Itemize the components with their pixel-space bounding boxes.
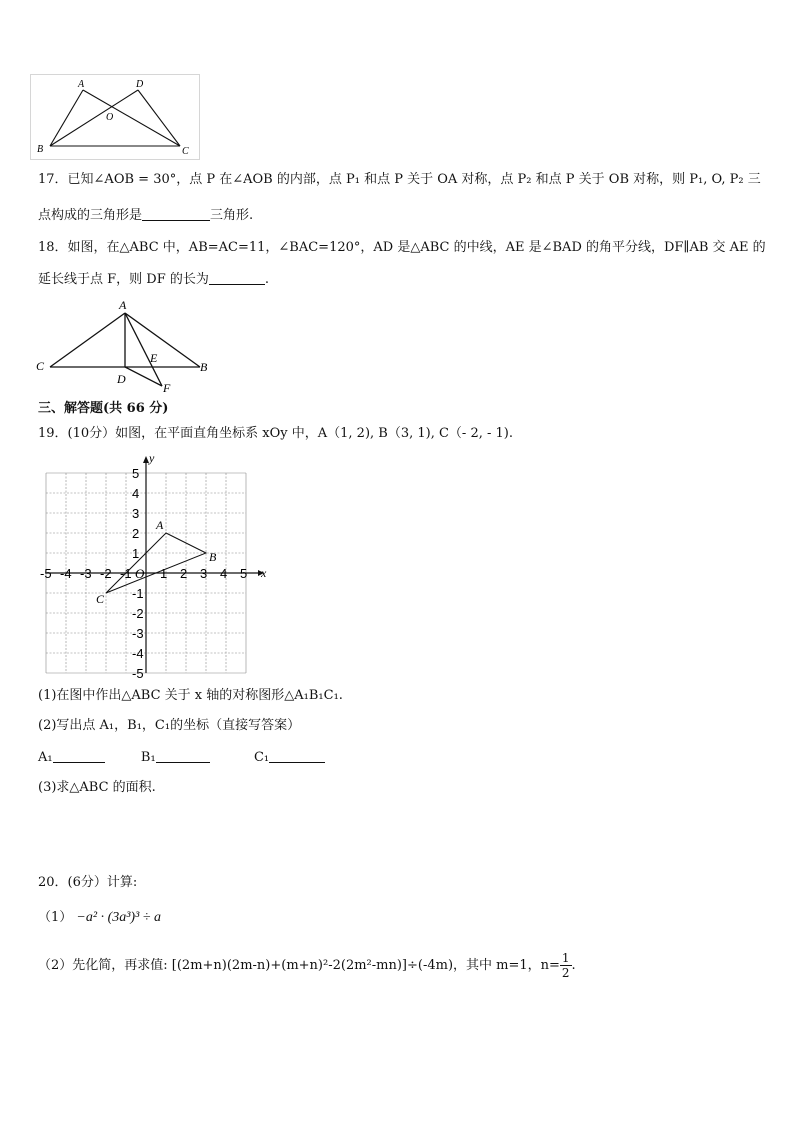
answer-blank-18[interactable] xyxy=(209,270,265,285)
y-tick-label: -5 xyxy=(132,666,144,681)
q20-part2 xyxy=(38,950,576,982)
segment-af xyxy=(125,313,162,386)
q19-answers xyxy=(38,748,325,768)
x-tick-label: -5 xyxy=(40,566,52,581)
q20-part1 xyxy=(38,908,161,928)
answer-blank-c1[interactable] xyxy=(269,748,325,763)
y-tick-label: -1 xyxy=(132,586,144,601)
fraction-one-half xyxy=(560,951,572,980)
x-tick-label: 2 xyxy=(180,566,188,581)
x-tick-label: 1 xyxy=(160,566,168,581)
label-b: B xyxy=(200,360,208,374)
y-tick-label: 5 xyxy=(132,466,140,481)
x-tick-label: 3 xyxy=(200,566,208,581)
q19-part2: (2)写出点 A₁，B₁，C₁的坐标（直接写答案） xyxy=(38,718,301,733)
fraction-denominator: 2 xyxy=(561,966,570,980)
point-label-b: B xyxy=(209,550,217,564)
figure-frame xyxy=(31,75,200,160)
q17-line2 xyxy=(38,206,253,226)
label-c1: C₁ xyxy=(253,750,270,765)
segment-bd xyxy=(50,90,138,146)
q17-line1: 17．已知∠AOB = 30°，点 P 在∠AOB 的内部，点 P₁ 和点 P 关于 OA 对称，点 P₂ 和点 P 关于 OB 对称，则 P₁, O, P₂ 三 xyxy=(38,172,761,187)
point-label-a: A xyxy=(156,518,164,532)
fraction-numerator: 1 xyxy=(561,951,570,965)
label-f: F xyxy=(163,381,171,395)
origin-label: O xyxy=(135,566,145,581)
segment-ab xyxy=(125,313,200,367)
segment-ac xyxy=(83,90,180,146)
answer-blank-a1[interactable] xyxy=(53,748,105,763)
label-b: B xyxy=(37,144,44,155)
label-a: A xyxy=(78,79,85,90)
y-tick-label: 3 xyxy=(132,506,140,521)
q20-stem: 20．(6分）计算: xyxy=(38,875,138,890)
figure-triangle-abc-df xyxy=(30,296,220,396)
answer-blank-17[interactable] xyxy=(142,206,210,221)
y-tick-label: -3 xyxy=(132,626,144,641)
x-tick-label: 4 xyxy=(220,566,228,581)
axes xyxy=(46,451,267,673)
segment-ca xyxy=(50,313,125,367)
y-tick-label: -4 xyxy=(132,646,144,661)
label-a: A xyxy=(119,298,127,312)
segment-ba xyxy=(50,90,83,146)
y-tick-label: 2 xyxy=(132,526,140,541)
q19-part1: (1)在图中作出△ABC 关于 x 轴的对称图形△A₁B₁C₁. xyxy=(38,688,343,703)
segment-df xyxy=(125,367,162,386)
label-o: O xyxy=(106,112,114,123)
label-e: E xyxy=(150,351,158,365)
coordinate-grid xyxy=(30,451,270,681)
q18-line2 xyxy=(38,270,269,290)
q17-line2-pre: 点构成的三角形是 xyxy=(38,208,143,223)
x-tick-label: -4 xyxy=(60,566,72,581)
label-a1: A₁ xyxy=(38,750,53,765)
y-axis-label: y xyxy=(149,451,155,465)
q17-line2-post: 三角形. xyxy=(210,208,254,223)
q20-part2-end: . xyxy=(571,958,576,973)
q18-line1: 18．如图，在△ABC 中，AB=AC=11，∠BAC=120°，AD 是△ABC 的中线，AE 是∠BAD 的角平分线，DF∥AB 交 AE 的 xyxy=(38,240,766,255)
x-tick-label: -2 xyxy=(100,566,112,581)
section-title: 三、解答题(共 66 分) xyxy=(38,401,169,416)
label-c: C xyxy=(182,146,189,157)
answer-blank-b1[interactable] xyxy=(156,748,210,763)
triangle-abc-outline xyxy=(106,533,206,593)
q20-part1-number: （1） xyxy=(38,910,73,925)
x-tick-label: -1 xyxy=(120,566,132,581)
label-c: C xyxy=(36,359,45,373)
label-d: D xyxy=(136,79,144,90)
q19-part3: (3)求△ABC 的面积. xyxy=(38,780,156,795)
y-tick-label: 4 xyxy=(132,486,140,501)
y-tick-label: 1 xyxy=(132,546,140,561)
point-label-c: C xyxy=(96,592,105,606)
x-tick-label: 5 xyxy=(240,566,248,581)
x-axis-label: x xyxy=(261,566,267,580)
label-d: D xyxy=(117,372,126,386)
figure-triangles-abcd xyxy=(30,74,200,160)
q19-stem: 19．(10分）如图，在平面直角坐标系 xOy 中，A（1, 2), B（3, 1), C（- 2, - 1). xyxy=(38,426,513,441)
q18-line2-post: . xyxy=(264,272,270,287)
x-tick-label: -3 xyxy=(80,566,92,581)
segment-dc xyxy=(138,90,180,146)
q18-line2-pre: 延长线于点 F，则 DF 的长为 xyxy=(38,272,209,287)
label-b1: B₁ xyxy=(140,750,156,765)
q20-part1-expression: −a² · (3a³)³ ÷ a xyxy=(76,910,161,925)
y-tick-label: -2 xyxy=(132,606,144,621)
q20-part2-text: （2）先化简，再求值: [(2m+n)(2m-n)+(m+n)²-2(2m²-mn)]÷(-4m)，其中 m=1，n= xyxy=(38,958,560,973)
